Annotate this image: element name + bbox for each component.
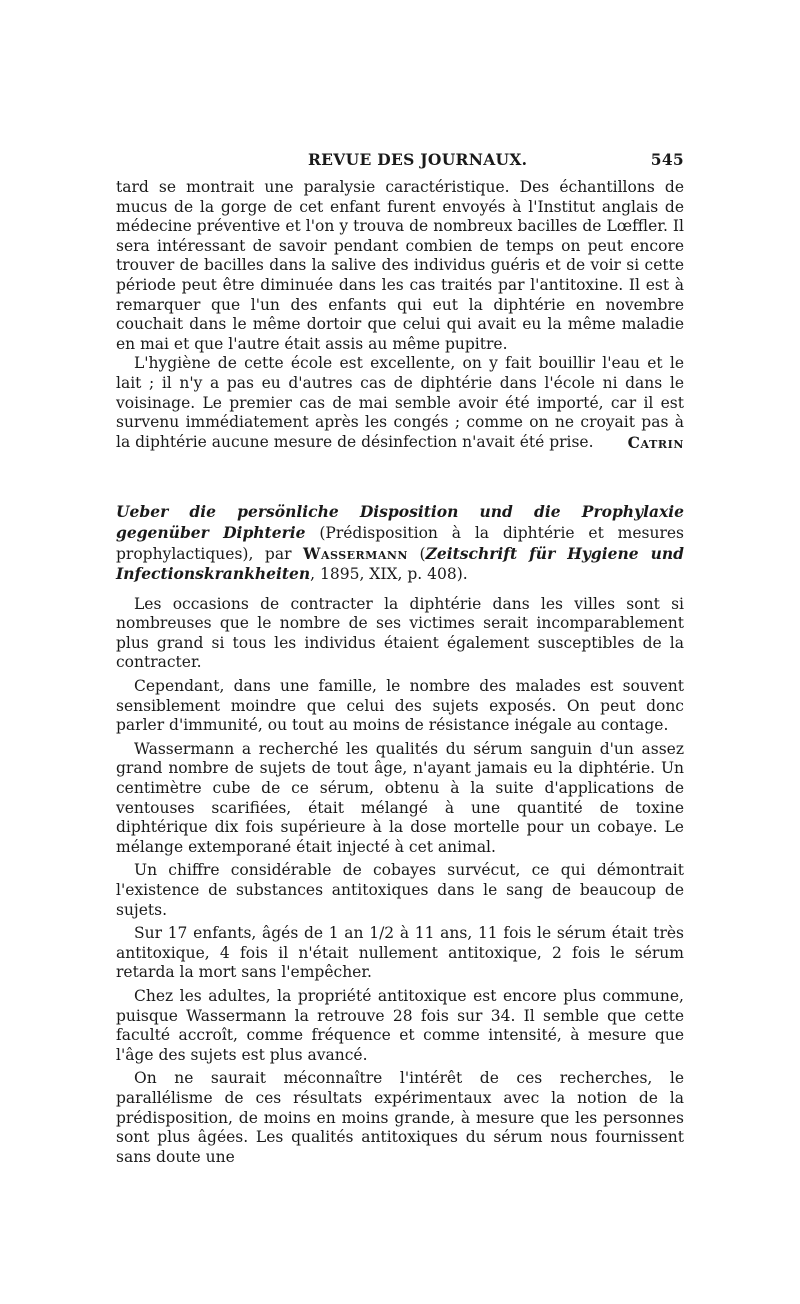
article1-paragraph-1: tard se montrait une paralysie caractéristique. Des échantillons de mucus de la gorge de cet enfant furent envoyés à l'Institut anglais de médecine préventive et l'on y trouva de nombreux bacilles de Lœffler. Il sera intéressant de savoir pendant combien de temps on peut encore trouver de bacilles dans la salive des individus guéris et de voir si cette période peut être diminuée dans les cas traités par l'antitoxine. Il est à remarquer que l'un des enfants qui eut la diphtérie en novembre couchait dans le même dortoir que celui qui avait eu la même maladie en mai et que l'autre était assis au même pupitre. [116,178,684,353]
running-head [116,150,684,174]
article2-citation: , 1895, XIX, p. 408). [310,565,468,584]
article2-body [116,595,684,1168]
running-head-title: REVUE DES JOURNAUX. [308,150,528,169]
article2-paragraph: Chez les adultes, la propriété antitoxique est encore plus commune, puisque Wassermann la retrouve 28 fois sur 34. Il semble que cette faculté accroît, comme fréquence et comme intensité, à mesure que l'âge des sujets est plus avancé. [116,986,684,1064]
article2-journal: Zeitschrift für Hygiene und Infectionskrankheiten [116,543,684,584]
article1-paragraph-2 [116,354,684,452]
article2-paragraph: Un chiffre considérable de cobayes survécut, ce qui démontrait l'existence de substances antitoxiques dans le sang de beaucoup de sujets. [116,861,684,919]
article2-paragraph: On ne saurait méconnaître l'intérêt de ces recherches, le parallélisme de ces résultats expérimentaux avec la notion de la prédisposition, de moins en moins grande, à mesure que les personnes sont plus âgées. Les qualités antitoxiques du sérum nous fournissent sans doute une [116,1069,684,1166]
article2-title-french: (Prédisposition à la diphtérie et mesures prophylactiques), par [116,523,685,563]
article2-paragraph: Cependant, dans une famille, le nombre des malades est souvent sensiblement moindre que celui des sujets exposés. On peut donc parler d'immunité, ou tout au moins de résistance inégale au contage. [116,677,684,735]
article2-journal-open: ( [407,544,426,563]
article2-title-german: Ueber die persönliche Disposition und die Prophylaxie gegenüber Diphterie [116,502,684,542]
article2-paragraph: Les occasions de contracter la diphtérie dans les villes sont si nombreuses que le nombre de ses victimes serait incomparablement plus grand si tous les individus étaient également susceptibles de la contracter. [116,594,684,672]
page-number: 545 [650,150,684,169]
article-separator [116,452,684,502]
journal-page [116,150,684,1167]
article2-author: Wassermann [303,543,408,563]
article1-signature: Catrin [627,432,684,452]
article2-heading [116,502,684,584]
article2-paragraph: Wassermann a recherché les qualités du sérum sanguin d'un assez grand nombre de sujets de tout âge, n'ayant jamais eu la diphtérie. Un centimètre cube de ce sérum, obtenu à la suite d'applications de ventouses scarifiées, était mélangé à une quantité de toxine diphtérique dix fois supérieure à la dose mortelle pour un cobaye. Le mélange extemporané était injecté à cet animal. [116,739,684,856]
article2-paragraph: Sur 17 enfants, âgés de 1 an 1/2 à 11 ans, 11 fois le sérum était très antitoxique, 4 fois il n'était nullement antitoxique, 2 fois le sérum retarda la mort sans l'empêcher. [116,924,684,982]
article1-paragraph-2-text: L'hygiène de cette école est excellente, on y fait bouillir l'eau et le lait ; il n'y a pas eu d'autres cas de diphtérie dans l'école ni dans le voisinage. Le premier cas de mai semble avoir été importé, car il est survenu immédiatement après les congés ; comme on ne croyait pas à la diphtérie aucune mesure de désinfection n'avait été prise. [116,354,684,451]
